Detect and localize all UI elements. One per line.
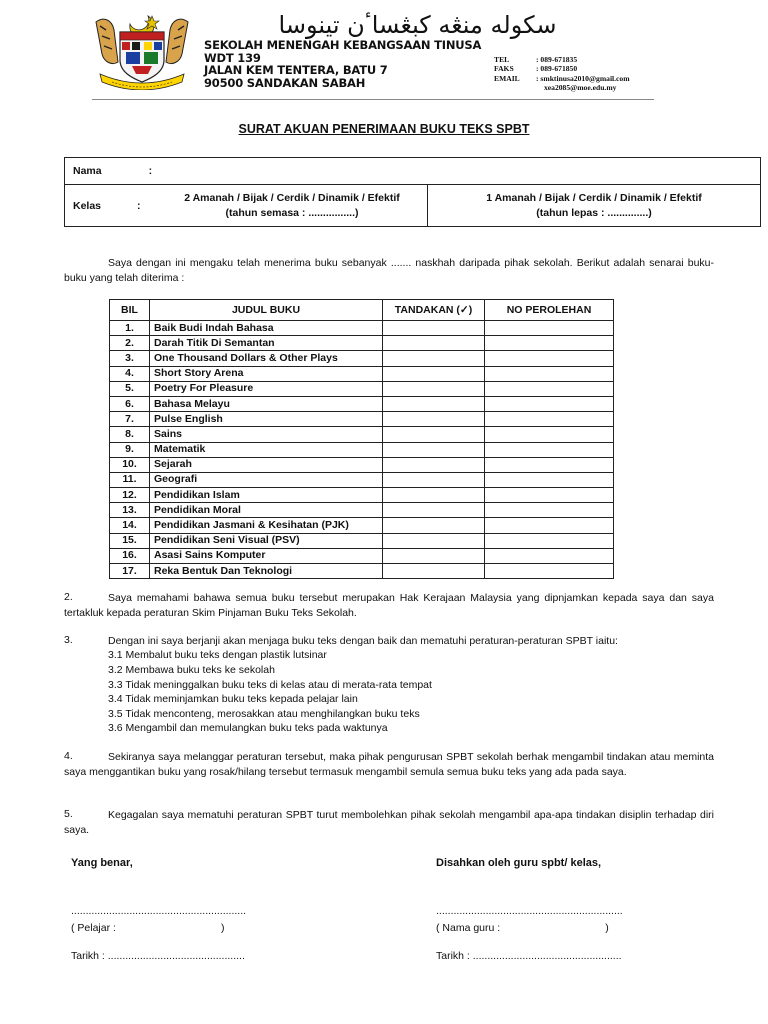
book-acquisition-number-cell[interactable] <box>485 518 614 533</box>
book-acquisition-number-cell[interactable] <box>485 366 614 381</box>
book-acquisition-number-cell[interactable] <box>485 321 614 336</box>
contact-info <box>494 55 630 93</box>
book-tick-cell[interactable] <box>383 381 485 396</box>
book-number: 13. <box>110 503 150 518</box>
jawi-school-name: سکوله منڠه کبڠسا‌ٴن تينوسا <box>278 11 557 39</box>
clause-4-number: 4. <box>64 750 73 762</box>
school-city: 90500 SANDAKAN SABAH <box>204 75 366 90</box>
table-row <box>110 548 614 563</box>
book-number: 5. <box>110 381 150 396</box>
book-number: 1. <box>110 321 150 336</box>
table-row <box>110 427 614 442</box>
book-tick-cell[interactable] <box>383 457 485 472</box>
book-acquisition-number-cell[interactable] <box>485 548 614 563</box>
book-tick-cell[interactable] <box>383 503 485 518</box>
book-tick-cell[interactable] <box>383 533 485 548</box>
book-acquisition-number-cell[interactable] <box>485 427 614 442</box>
clause-3-item: 3.2 Membawa buku teks ke sekolah <box>108 664 275 676</box>
page-title: SURAT AKUAN PENERIMAAN BUKU TEKS SPBT <box>238 122 530 136</box>
table-row <box>110 336 614 351</box>
book-number: 8. <box>110 427 150 442</box>
book-tick-cell[interactable] <box>383 396 485 411</box>
book-number: 2. <box>110 336 150 351</box>
book-title: Sejarah <box>150 457 383 472</box>
book-tick-cell[interactable] <box>383 412 485 427</box>
contact-tel: TEL : 089-671835 <box>494 55 578 64</box>
clause-3-item: 3.4 Tidak meminjamkan buku teks kepada pelajar lain <box>108 693 358 705</box>
signature-student-line[interactable]: ............................................................ <box>71 905 247 917</box>
book-tick-cell[interactable] <box>383 564 485 579</box>
book-title: Matematik <box>150 442 383 457</box>
book-tick-cell[interactable] <box>383 351 485 366</box>
book-title: Darah Titik Di Semantan <box>150 336 383 351</box>
clause-4-text: Sekiranya saya melanggar peraturan tersebut, maka pihak pengurusan SPBT sekolah berhak mengambil tindakan atau meminta saya menggantikan buku yang rosak/hilang tersebut termasuk mengambil semula semua buku teks yang ada pada saya. <box>64 751 714 778</box>
book-tick-cell[interactable] <box>383 427 485 442</box>
books-table-header <box>110 300 614 321</box>
clause-5-number: 5. <box>64 808 73 820</box>
contact-fax: FAKS : 089-671850 <box>494 64 578 74</box>
table-row <box>110 488 614 503</box>
kelas-current-options: 2 Amanah / Bijak / Cerdik / Dinamik / Efektif (tahun semasa : ................) <box>184 191 400 219</box>
table-row <box>110 503 614 518</box>
table-row <box>110 472 614 487</box>
book-tick-cell[interactable] <box>383 366 485 381</box>
book-acquisition-number-cell[interactable] <box>485 351 614 366</box>
book-acquisition-number-cell[interactable] <box>485 381 614 396</box>
book-acquisition-number-cell[interactable] <box>485 472 614 487</box>
books-table <box>109 299 614 579</box>
book-tick-cell[interactable] <box>383 548 485 563</box>
clause-2-text: Saya memahami bahawa semua buku tersebut merupakan Hak Kerajaan Malaysia yang dipnjamkan kepada saya dan saya tertakluk kepada peraturan Skim Pinjaman Buku Teks Sekolah. <box>64 592 714 619</box>
nama-cell[interactable] <box>65 158 761 185</box>
col-tandakan: TANDAKAN (✓) <box>383 300 485 321</box>
table-row <box>110 412 614 427</box>
book-tick-cell[interactable] <box>383 336 485 351</box>
table-row <box>110 533 614 548</box>
school-name: SEKOLAH MENENGAH KEBANGSAAN TINUSA <box>204 38 482 52</box>
table-row <box>110 564 614 579</box>
book-title: Baik Budi Indah Bahasa <box>150 321 383 336</box>
book-title: Poetry For Pleasure <box>150 381 383 396</box>
book-tick-cell[interactable] <box>383 488 485 503</box>
book-acquisition-number-cell[interactable] <box>485 336 614 351</box>
student-info-table <box>64 157 761 227</box>
book-tick-cell[interactable] <box>383 518 485 533</box>
book-title: One Thousand Dollars & Other Plays <box>150 351 383 366</box>
nama-label: Nama <box>73 165 102 177</box>
school-crest-logo <box>92 12 192 90</box>
table-row <box>110 518 614 533</box>
book-tick-cell[interactable] <box>383 321 485 336</box>
col-judul: JUDUL BUKU <box>150 300 383 321</box>
book-number: 4. <box>110 366 150 381</box>
book-number: 12. <box>110 488 150 503</box>
clause-3-item: 3.5 Tidak menconteng, merosakkan atau menghilangkan buku teks <box>108 708 420 720</box>
clause-5-text: Kegagalan saya mematuhi peraturan SPBT turut membolehkan pihak sekolah mengambil apa-apa tindakan disiplin terhadap diri saya. <box>64 809 714 836</box>
table-row <box>110 366 614 381</box>
book-number: 10. <box>110 457 150 472</box>
book-number: 11. <box>110 472 150 487</box>
intro-paragraph: Saya dengan ini mengaku telah menerima buku sebanyak ....... naskhah daripada pihak sekolah. Berikut adalah senarai buku-buku yang telah diterima : <box>64 257 714 284</box>
book-title: Sains <box>150 427 383 442</box>
book-acquisition-number-cell[interactable] <box>485 396 614 411</box>
book-acquisition-number-cell[interactable] <box>485 488 614 503</box>
book-tick-cell[interactable] <box>383 472 485 487</box>
clause-3-item: 3.6 Mengambil dan memulangkan buku teks pada waktunya <box>108 722 388 734</box>
school-address <box>204 39 481 89</box>
book-title: Geografi <box>150 472 383 487</box>
table-row <box>110 457 614 472</box>
header-divider <box>92 99 654 100</box>
book-title: Short Story Arena <box>150 366 383 381</box>
book-acquisition-number-cell[interactable] <box>485 533 614 548</box>
table-row <box>110 321 614 336</box>
student-date-field[interactable]: Tarikh : ............................................... <box>71 950 245 962</box>
book-number: 7. <box>110 412 150 427</box>
book-title: Bahasa Melayu <box>150 396 383 411</box>
teacher-date-field[interactable]: Tarikh : ................................................... <box>436 950 622 962</box>
student-name-field[interactable]: ( Pelajar : ) <box>71 922 225 934</box>
signature-right-heading: Disahkan oleh guru spbt/ kelas, <box>436 857 602 869</box>
table-row <box>110 381 614 396</box>
book-number: 14. <box>110 518 150 533</box>
contact-email: EMAIL : smktinusa2010@gmail.com <box>494 73 630 83</box>
book-acquisition-number-cell[interactable] <box>485 442 614 457</box>
book-acquisition-number-cell[interactable] <box>485 564 614 579</box>
nama-colon: : <box>148 165 153 177</box>
table-row <box>110 396 614 411</box>
book-number: 6. <box>110 396 150 411</box>
book-acquisition-number-cell[interactable] <box>485 503 614 518</box>
book-acquisition-number-cell[interactable] <box>485 412 614 427</box>
kelas-label: Kelas <box>73 199 102 212</box>
book-title: Pendidikan Seni Visual (PSV) <box>150 533 383 548</box>
school-street: JALAN KEM TENTERA, BATU 7 <box>204 63 388 77</box>
kelas-colon: : <box>137 199 141 212</box>
book-acquisition-number-cell[interactable] <box>485 457 614 472</box>
clause-3-item: 3.1 Membalut buku teks dengan plastik lutsinar <box>108 649 327 661</box>
book-title: Pendidikan Islam <box>150 488 383 503</box>
clause-3-number: 3. <box>64 634 73 646</box>
teacher-name-field[interactable]: ( Nama guru : ) <box>436 922 609 934</box>
book-number: 9. <box>110 442 150 457</box>
book-title: Reka Bentuk Dan Teknologi <box>150 564 383 579</box>
book-title: Pendidikan Jasmani & Kesihatan (PJK) <box>150 518 383 533</box>
book-tick-cell[interactable] <box>383 442 485 457</box>
book-number: 3. <box>110 351 150 366</box>
book-number: 15. <box>110 533 150 548</box>
col-bil: BIL <box>110 300 150 321</box>
clause-3-item: 3.3 Tidak meninggalkan buku teks di kelas atau di merata-rata tempat <box>108 679 432 691</box>
clause-3-text: Dengan ini saya berjanji akan menjaga buku teks dengan baik dan mematuhi peraturan-peraturan SPBT iaitu: <box>108 635 618 647</box>
signature-teacher-line[interactable]: ................................................................ <box>436 905 623 917</box>
kelas-current-cell[interactable] <box>65 185 428 227</box>
contact-email-2: xea2085@moe.edu.my <box>544 83 617 93</box>
clause-2-number: 2. <box>64 591 73 603</box>
table-row <box>110 442 614 457</box>
school-code: WDT 139 <box>204 50 261 65</box>
book-number: 17. <box>110 564 150 579</box>
signature-left-heading: Yang benar, <box>71 857 133 869</box>
book-title: Pulse English <box>150 412 383 427</box>
col-no-perolehan: NO PEROLEHAN <box>485 300 614 321</box>
book-title: Pendidikan Moral <box>150 503 383 518</box>
table-row <box>110 351 614 366</box>
book-title: Asasi Sains Komputer <box>150 548 383 563</box>
book-number: 16. <box>110 548 150 563</box>
kelas-previous-cell[interactable]: 1 Amanah / Bijak / Cerdik / Dinamik / Efektif (tahun lepas : ..............) <box>428 185 761 227</box>
